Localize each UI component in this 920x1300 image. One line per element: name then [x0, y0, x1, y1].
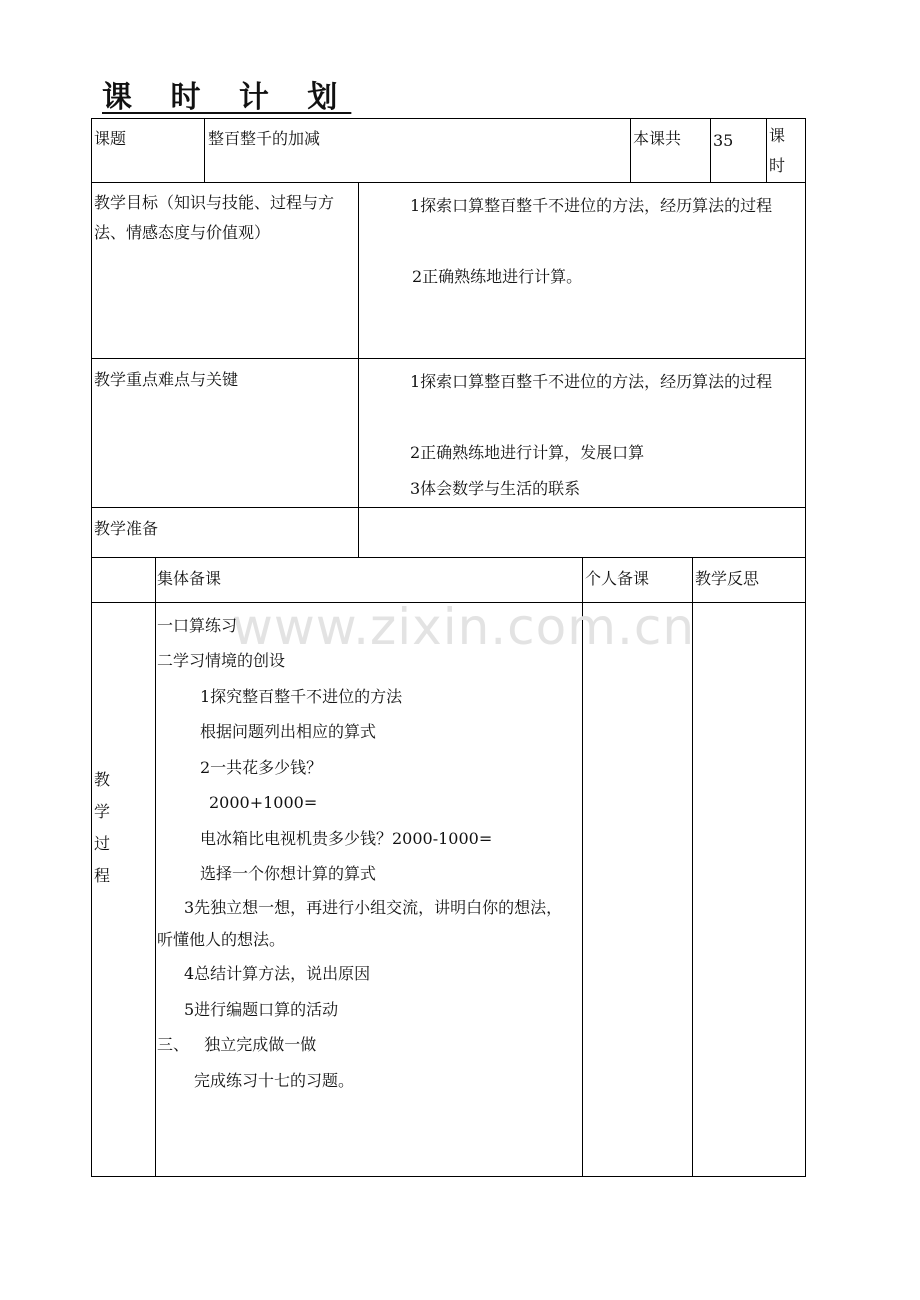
table-row-divider	[91, 507, 806, 508]
topic-value: 整百整千的加减	[208, 129, 321, 148]
key-points-line: 1探索口算整百整千不进位的方法，经历算法的过程	[410, 372, 773, 391]
process-line: 5进行编题口算的活动	[184, 1000, 339, 1019]
table-col-divider	[630, 118, 631, 183]
process-line: 根据问题列出相应的算式	[200, 722, 377, 741]
table-col-divider	[204, 118, 205, 183]
page-title: 课 时 计 划	[102, 80, 352, 115]
table-border-left	[91, 118, 92, 1177]
goals-label: 教学目标（知识与技能、过程与方法、情感态度与价值观）	[94, 193, 335, 242]
process-line: 二学习情境的创设	[157, 651, 286, 670]
table-row-divider	[91, 358, 806, 359]
preparation-label: 教学准备	[94, 519, 159, 538]
lesson-total-value: 35	[713, 131, 734, 150]
table-col-divider	[582, 557, 583, 1177]
table-col-divider	[766, 118, 767, 183]
table-col-divider	[692, 557, 693, 1177]
table-col-divider	[358, 182, 359, 558]
goals-line: 1探索口算整百整千不进位的方法，经历算法的过程	[410, 196, 773, 215]
column-header-personal: 个人备课	[585, 569, 650, 588]
process-line: 三、 独立完成做一做	[157, 1035, 317, 1054]
key-points-line: 3体会数学与生活的联系	[410, 479, 581, 498]
lesson-unit: 课时	[769, 126, 786, 175]
table-row-divider	[91, 557, 806, 558]
process-line: 2一共花多少钱？	[200, 758, 323, 777]
watermark: www.zixin.com.cn	[232, 598, 696, 656]
process-line: 选择一个你想计算的算式	[200, 864, 377, 883]
process-line: 电冰箱比电视机贵多少钱？2000-1000=	[200, 829, 493, 848]
process-line: 2000+1000=	[209, 793, 318, 812]
process-line: 完成练习十七的习题。	[194, 1071, 355, 1090]
goals-line: 2正确熟练地进行计算。	[412, 267, 583, 286]
key-points-label: 教学重点难点与关键	[94, 370, 239, 389]
table-border-top	[91, 118, 806, 119]
process-line: 3先独立想一想，再进行小组交流，讲明白你的想法，听懂他人的想法。	[157, 898, 563, 949]
process-label: 教学过程	[94, 770, 111, 885]
table-border-right	[805, 118, 806, 1177]
table-border-bottom	[91, 1176, 806, 1177]
table-col-divider	[155, 557, 156, 1177]
column-header-reflection: 教学反思	[695, 569, 760, 588]
table-row-divider	[91, 602, 806, 603]
process-line: 4总结计算方法，说出原因	[184, 964, 371, 983]
lesson-total-label: 本课共	[633, 129, 682, 148]
key-points-line: 2正确熟练地进行计算，发展口算	[410, 443, 645, 462]
table-row-divider	[91, 182, 806, 183]
process-line: 1探究整百整千不进位的方法	[200, 687, 403, 706]
column-header-collective: 集体备课	[157, 569, 222, 588]
process-line: 一口算练习	[157, 616, 238, 635]
table-col-divider	[710, 118, 711, 183]
topic-label: 课题	[94, 129, 127, 148]
